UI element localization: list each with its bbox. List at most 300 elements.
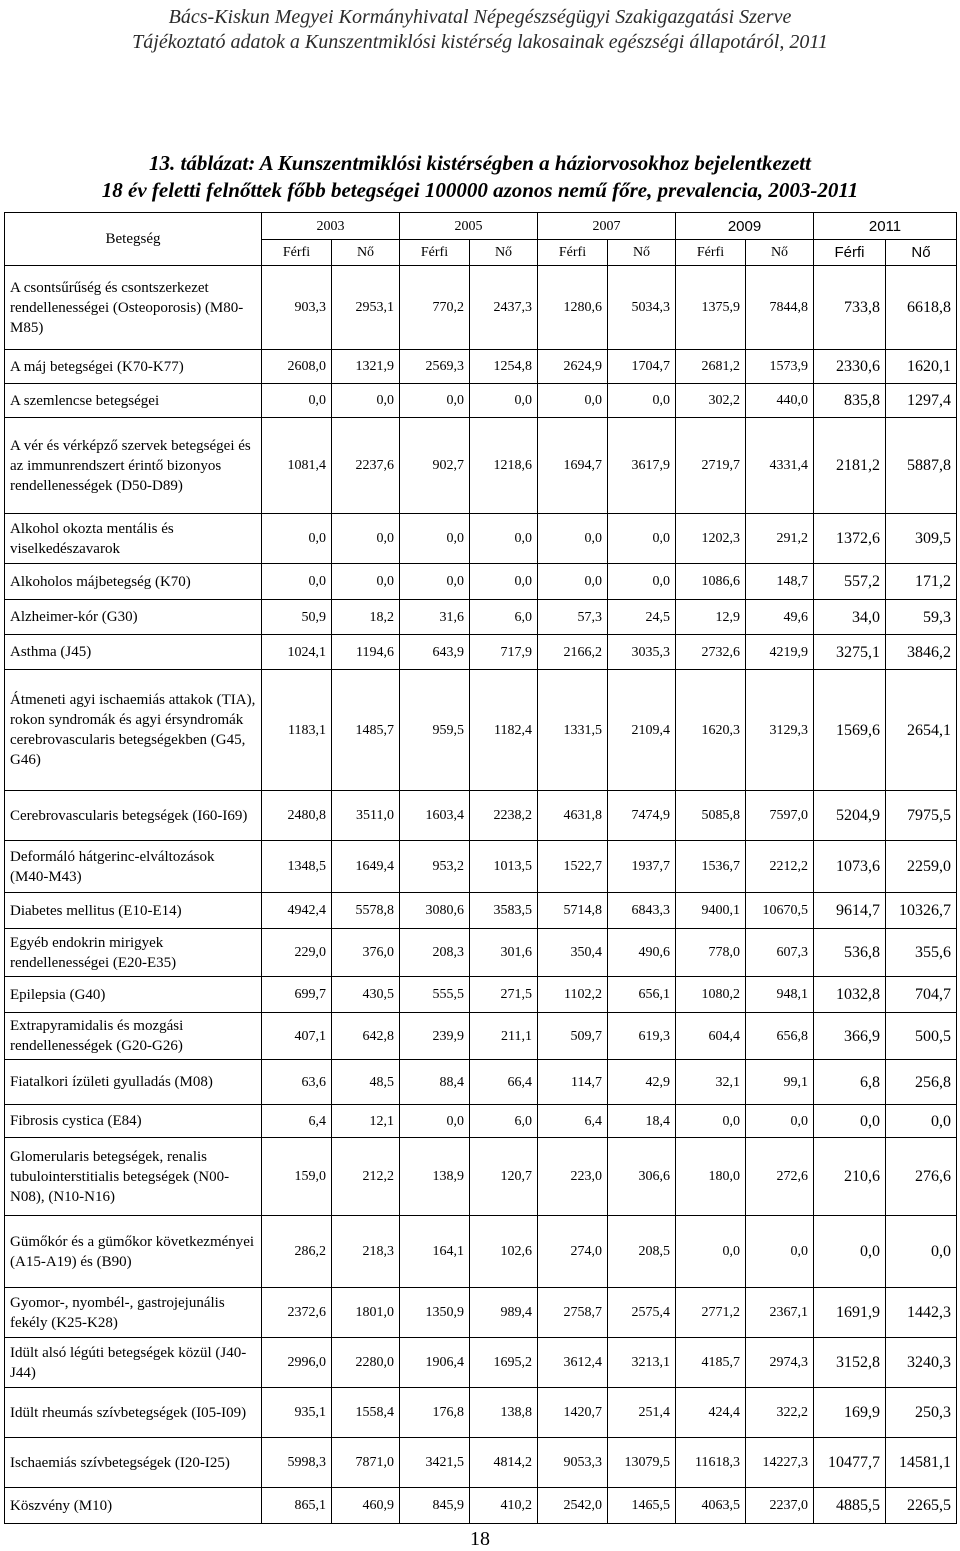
column-header-disease: Betegség	[5, 213, 262, 266]
table-row	[5, 977, 957, 1013]
value-cell: 948,1	[746, 977, 814, 1013]
value-cell: 0,0	[400, 1105, 470, 1138]
table-row	[5, 1388, 957, 1438]
value-cell: 301,6	[470, 929, 538, 977]
year-header: 2003	[262, 213, 400, 240]
value-cell: 0,0	[262, 514, 332, 564]
value-cell: 180,0	[676, 1138, 746, 1216]
value-cell: 286,2	[262, 1216, 332, 1288]
value-cell: 0,0	[400, 514, 470, 564]
value-cell: 1348,5	[262, 841, 332, 893]
value-cell: 1202,3	[676, 514, 746, 564]
value-cell: 2480,8	[262, 791, 332, 841]
value-cell: 322,2	[746, 1388, 814, 1438]
value-cell: 2280,0	[332, 1338, 400, 1388]
sex-header: Nő	[470, 240, 538, 266]
value-cell: 376,0	[332, 929, 400, 977]
table-row	[5, 635, 957, 670]
table-row	[5, 1288, 957, 1338]
disease-name: Köszvény (M10)	[5, 1488, 262, 1524]
disease-name: Alzheimer-kór (G30)	[5, 600, 262, 635]
value-cell: 2542,0	[538, 1488, 608, 1524]
value-cell: 350,4	[538, 929, 608, 977]
value-cell: 2212,2	[746, 841, 814, 893]
value-cell: 11618,3	[676, 1438, 746, 1488]
value-cell: 6,0	[470, 1105, 538, 1138]
value-cell: 989,4	[470, 1288, 538, 1338]
value-cell: 42,9	[608, 1060, 676, 1105]
value-cell: 211,1	[470, 1013, 538, 1060]
value-cell: 5998,3	[262, 1438, 332, 1488]
value-cell: 0,0	[470, 564, 538, 600]
sex-header: Férfi	[262, 240, 332, 266]
table-row	[5, 1216, 957, 1288]
value-cell: 114,7	[538, 1060, 608, 1105]
value-cell: 171,2	[886, 564, 957, 600]
value-cell: 407,1	[262, 1013, 332, 1060]
value-cell: 306,6	[608, 1138, 676, 1216]
value-cell: 642,8	[332, 1013, 400, 1060]
prevalence-table	[4, 212, 957, 1524]
value-cell: 0,0	[332, 564, 400, 600]
value-cell: 1522,7	[538, 841, 608, 893]
value-cell: 1080,2	[676, 977, 746, 1013]
value-cell: 5034,3	[608, 266, 676, 350]
value-cell: 1183,1	[262, 670, 332, 791]
sex-header: Férfi	[400, 240, 470, 266]
value-cell: 9053,3	[538, 1438, 608, 1488]
value-cell: 5578,8	[332, 893, 400, 929]
value-cell: 902,7	[400, 418, 470, 514]
value-cell: 6618,8	[886, 266, 957, 350]
value-cell: 1073,6	[814, 841, 886, 893]
value-cell: 4331,4	[746, 418, 814, 514]
value-cell: 3511,0	[332, 791, 400, 841]
value-cell: 935,1	[262, 1388, 332, 1438]
value-cell: 3080,6	[400, 893, 470, 929]
value-cell: 12,1	[332, 1105, 400, 1138]
value-cell: 57,3	[538, 600, 608, 635]
value-cell: 4219,9	[746, 635, 814, 670]
value-cell: 1442,3	[886, 1288, 957, 1338]
value-cell: 208,3	[400, 929, 470, 977]
value-cell: 717,9	[470, 635, 538, 670]
value-cell: 2953,1	[332, 266, 400, 350]
disease-name: Epilepsia (G40)	[5, 977, 262, 1013]
value-cell: 1649,4	[332, 841, 400, 893]
value-cell: 138,9	[400, 1138, 470, 1216]
value-cell: 1695,2	[470, 1338, 538, 1388]
table-title-line-1: 13. táblázat: A Kunszentmiklósi kistérségben a háziorvosokhoz bejelentkezett	[149, 151, 811, 175]
table-row	[5, 564, 957, 600]
value-cell: 1013,5	[470, 841, 538, 893]
value-cell: 4185,7	[676, 1338, 746, 1388]
value-cell: 7871,0	[332, 1438, 400, 1488]
value-cell: 0,0	[262, 384, 332, 418]
value-cell: 0,0	[814, 1216, 886, 1288]
value-cell: 291,2	[746, 514, 814, 564]
value-cell: 604,4	[676, 1013, 746, 1060]
value-cell: 410,2	[470, 1488, 538, 1524]
disease-name: Átmeneti agyi ischaemiás attakok (TIA), rokon syndromák és agyi érsyndromák cerebrovascularis betegségekben (G45, G46)	[5, 670, 262, 791]
value-cell: 2166,2	[538, 635, 608, 670]
value-cell: 3583,5	[470, 893, 538, 929]
value-cell: 251,4	[608, 1388, 676, 1438]
value-cell: 88,4	[400, 1060, 470, 1105]
value-cell: 607,3	[746, 929, 814, 977]
disease-name: Extrapyramidalis és mozgási rendellenességek (G20-G26)	[5, 1013, 262, 1060]
value-cell: 2719,7	[676, 418, 746, 514]
value-cell: 4885,5	[814, 1488, 886, 1524]
value-cell: 2575,4	[608, 1288, 676, 1338]
value-cell: 2732,6	[676, 635, 746, 670]
table-row	[5, 670, 957, 791]
value-cell: 212,2	[332, 1138, 400, 1216]
disease-name: Alkohol okozta mentális és viselkedészavarok	[5, 514, 262, 564]
value-cell: 218,3	[332, 1216, 400, 1288]
value-cell: 274,0	[538, 1216, 608, 1288]
table-row	[5, 1438, 957, 1488]
value-cell: 2681,2	[676, 350, 746, 384]
disease-name: Diabetes mellitus (E10-E14)	[5, 893, 262, 929]
value-cell: 1024,1	[262, 635, 332, 670]
value-cell: 0,0	[608, 564, 676, 600]
value-cell: 1465,5	[608, 1488, 676, 1524]
value-cell: 0,0	[470, 384, 538, 418]
value-cell: 2237,6	[332, 418, 400, 514]
value-cell: 953,2	[400, 841, 470, 893]
value-cell: 619,3	[608, 1013, 676, 1060]
value-cell: 959,5	[400, 670, 470, 791]
value-cell: 5204,9	[814, 791, 886, 841]
disease-name: Idült rheumás szívbetegségek (I05-I09)	[5, 1388, 262, 1438]
value-cell: 0,0	[400, 384, 470, 418]
value-cell: 733,8	[814, 266, 886, 350]
table-row	[5, 514, 957, 564]
sex-header: Férfi	[814, 240, 886, 266]
value-cell: 34,0	[814, 600, 886, 635]
value-cell: 0,0	[676, 1105, 746, 1138]
value-cell: 50,9	[262, 600, 332, 635]
value-cell: 0,0	[470, 514, 538, 564]
value-cell: 2367,1	[746, 1288, 814, 1338]
value-cell: 2654,1	[886, 670, 957, 791]
sex-header: Nő	[746, 240, 814, 266]
value-cell: 59,3	[886, 600, 957, 635]
value-cell: 5085,8	[676, 791, 746, 841]
table-row	[5, 1138, 957, 1216]
value-cell: 0,0	[608, 384, 676, 418]
header-line-1: Bács-Kiskun Megyei Kormányhivatal Népegészségügyi Szakigazgatási Szerve	[168, 6, 792, 28]
value-cell: 6,4	[262, 1105, 332, 1138]
table-row	[5, 384, 957, 418]
value-cell: 2758,7	[538, 1288, 608, 1338]
value-cell: 2265,5	[886, 1488, 957, 1524]
value-cell: 5887,8	[886, 418, 957, 514]
value-cell: 3035,3	[608, 635, 676, 670]
table-row	[5, 1338, 957, 1388]
value-cell: 490,6	[608, 929, 676, 977]
value-cell: 120,7	[470, 1138, 538, 1216]
disease-name: Ischaemiás szívbetegségek (I20-I25)	[5, 1438, 262, 1488]
table-row	[5, 841, 957, 893]
disease-name: Alkoholos májbetegség (K70)	[5, 564, 262, 600]
table-row	[5, 600, 957, 635]
value-cell: 0,0	[746, 1105, 814, 1138]
value-cell: 3421,5	[400, 1438, 470, 1488]
value-cell: 656,8	[746, 1013, 814, 1060]
value-cell: 7975,5	[886, 791, 957, 841]
sex-header: Férfi	[538, 240, 608, 266]
value-cell: 2372,6	[262, 1288, 332, 1338]
value-cell: 10326,7	[886, 893, 957, 929]
value-cell: 14581,1	[886, 1438, 957, 1488]
value-cell: 7474,9	[608, 791, 676, 841]
value-cell: 1102,2	[538, 977, 608, 1013]
value-cell: 0,0	[608, 514, 676, 564]
value-cell: 0,0	[814, 1105, 886, 1138]
value-cell: 14227,3	[746, 1438, 814, 1488]
value-cell: 271,5	[470, 977, 538, 1013]
value-cell: 18,2	[332, 600, 400, 635]
value-cell: 4942,4	[262, 893, 332, 929]
value-cell: 3152,8	[814, 1338, 886, 1388]
table-row	[5, 929, 957, 977]
value-cell: 148,7	[746, 564, 814, 600]
value-cell: 210,6	[814, 1138, 886, 1216]
table-row	[5, 266, 957, 350]
value-cell: 6843,3	[608, 893, 676, 929]
table-body	[5, 266, 957, 1524]
value-cell: 0,0	[332, 514, 400, 564]
value-cell: 835,8	[814, 384, 886, 418]
sex-header: Nő	[332, 240, 400, 266]
sex-header: Nő	[886, 240, 957, 266]
value-cell: 1254,8	[470, 350, 538, 384]
value-cell: 2330,6	[814, 350, 886, 384]
value-cell: 440,0	[746, 384, 814, 418]
value-cell: 6,4	[538, 1105, 608, 1138]
value-cell: 1182,4	[470, 670, 538, 791]
year-header: 2009	[676, 213, 814, 240]
value-cell: 845,9	[400, 1488, 470, 1524]
value-cell: 208,5	[608, 1216, 676, 1288]
disease-name: Fibrosis cystica (E84)	[5, 1105, 262, 1138]
value-cell: 276,6	[886, 1138, 957, 1216]
value-cell: 699,7	[262, 977, 332, 1013]
value-cell: 48,5	[332, 1060, 400, 1105]
disease-name: Idült alsó légúti betegségek közül (J40-J44)	[5, 1338, 262, 1388]
value-cell: 31,6	[400, 600, 470, 635]
year-header: 2011	[814, 213, 957, 240]
value-cell: 1704,7	[608, 350, 676, 384]
disease-name: Deformáló hátgerinc-elváltozások (M40-M43)	[5, 841, 262, 893]
table-row	[5, 1488, 957, 1524]
disease-name: A csontsűrűség és csontszerkezet rendellenességei (Osteoporosis) (M80-M85)	[5, 266, 262, 350]
disease-name: A máj betegségei (K70-K77)	[5, 350, 262, 384]
value-cell: 0,0	[332, 384, 400, 418]
value-cell: 9614,7	[814, 893, 886, 929]
table-row	[5, 893, 957, 929]
value-cell: 0,0	[538, 384, 608, 418]
value-cell: 778,0	[676, 929, 746, 977]
value-cell: 1694,7	[538, 418, 608, 514]
value-cell: 500,5	[886, 1013, 957, 1060]
value-cell: 1603,4	[400, 791, 470, 841]
value-cell: 176,8	[400, 1388, 470, 1438]
value-cell: 509,7	[538, 1013, 608, 1060]
table-row	[5, 1013, 957, 1060]
table-row	[5, 1060, 957, 1105]
year-header: 2005	[400, 213, 538, 240]
value-cell: 3240,3	[886, 1338, 957, 1388]
value-cell: 309,5	[886, 514, 957, 564]
value-cell: 536,8	[814, 929, 886, 977]
value-cell: 2624,9	[538, 350, 608, 384]
value-cell: 159,0	[262, 1138, 332, 1216]
value-cell: 0,0	[886, 1105, 957, 1138]
value-cell: 3612,4	[538, 1338, 608, 1388]
value-cell: 63,6	[262, 1060, 332, 1105]
value-cell: 2237,0	[746, 1488, 814, 1524]
value-cell: 49,6	[746, 600, 814, 635]
value-cell: 1569,6	[814, 670, 886, 791]
value-cell: 1297,4	[886, 384, 957, 418]
value-cell: 1536,7	[676, 841, 746, 893]
value-cell: 1937,7	[608, 841, 676, 893]
value-cell: 1906,4	[400, 1338, 470, 1388]
table-title-line-2: 18 év feletti felnőttek főbb betegségei 100000 azonos nemű főre, prevalencia, 2003-2011	[101, 178, 859, 202]
value-cell: 1558,4	[332, 1388, 400, 1438]
value-cell: 10477,7	[814, 1438, 886, 1488]
value-cell: 1280,6	[538, 266, 608, 350]
disease-name: Gyomor-, nyombél-, gastrojejunális fekély (K25-K28)	[5, 1288, 262, 1338]
value-cell: 2569,3	[400, 350, 470, 384]
value-cell: 430,5	[332, 977, 400, 1013]
value-cell: 24,5	[608, 600, 676, 635]
value-cell: 239,9	[400, 1013, 470, 1060]
value-cell: 164,1	[400, 1216, 470, 1288]
value-cell: 12,9	[676, 600, 746, 635]
disease-name: Gümőkór és a gümőkor következményei (A15-A19) és (B90)	[5, 1216, 262, 1288]
disease-name: Glomerularis betegségek, renalis tubulointerstitialis betegségek (N00-N08), (N10-N16)	[5, 1138, 262, 1216]
value-cell: 1032,8	[814, 977, 886, 1013]
value-cell: 302,2	[676, 384, 746, 418]
value-cell: 704,7	[886, 977, 957, 1013]
value-cell: 770,2	[400, 266, 470, 350]
value-cell: 1485,7	[332, 670, 400, 791]
disease-name: Egyéb endokrin mirigyek rendellenességei (E20-E35)	[5, 929, 262, 977]
value-cell: 2181,2	[814, 418, 886, 514]
value-cell: 99,1	[746, 1060, 814, 1105]
value-cell: 250,3	[886, 1388, 957, 1438]
header-line-2: Tájékoztató adatok a Kunszentmiklósi kistérség lakosainak egészségi állapotáról, 2011	[132, 31, 828, 53]
value-cell: 3617,9	[608, 418, 676, 514]
value-cell: 0,0	[262, 564, 332, 600]
value-cell: 1350,9	[400, 1288, 470, 1338]
value-cell: 3275,1	[814, 635, 886, 670]
value-cell: 355,6	[886, 929, 957, 977]
value-cell: 1620,3	[676, 670, 746, 791]
page-number: 18	[470, 1528, 490, 1550]
value-cell: 1620,1	[886, 350, 957, 384]
value-cell: 0,0	[538, 564, 608, 600]
value-cell: 2259,0	[886, 841, 957, 893]
value-cell: 229,0	[262, 929, 332, 977]
value-cell: 557,2	[814, 564, 886, 600]
value-cell: 3213,1	[608, 1338, 676, 1388]
value-cell: 2608,0	[262, 350, 332, 384]
sex-header: Nő	[608, 240, 676, 266]
value-cell: 1801,0	[332, 1288, 400, 1338]
value-cell: 2996,0	[262, 1338, 332, 1388]
value-cell: 1420,7	[538, 1388, 608, 1438]
disease-name: Asthma (J45)	[5, 635, 262, 670]
value-cell: 169,9	[814, 1388, 886, 1438]
value-cell: 903,3	[262, 266, 332, 350]
value-cell: 1086,6	[676, 564, 746, 600]
value-cell: 424,4	[676, 1388, 746, 1438]
value-cell: 0,0	[400, 564, 470, 600]
value-cell: 6,0	[470, 600, 538, 635]
value-cell: 1321,9	[332, 350, 400, 384]
value-cell: 1331,5	[538, 670, 608, 791]
value-cell: 3129,3	[746, 670, 814, 791]
value-cell: 0,0	[886, 1216, 957, 1288]
table-row	[5, 350, 957, 384]
value-cell: 1691,9	[814, 1288, 886, 1338]
value-cell: 0,0	[538, 514, 608, 564]
disease-name: A szemlencse betegségei	[5, 384, 262, 418]
value-cell: 2771,2	[676, 1288, 746, 1338]
value-cell: 223,0	[538, 1138, 608, 1216]
year-header: 2007	[538, 213, 676, 240]
value-cell: 138,8	[470, 1388, 538, 1438]
value-cell: 18,4	[608, 1105, 676, 1138]
value-cell: 1372,6	[814, 514, 886, 564]
disease-name: Fiatalkori ízületi gyulladás (M08)	[5, 1060, 262, 1105]
value-cell: 366,9	[814, 1013, 886, 1060]
value-cell: 272,6	[746, 1138, 814, 1216]
value-cell: 3846,2	[886, 635, 957, 670]
table-row	[5, 791, 957, 841]
value-cell: 256,8	[886, 1060, 957, 1105]
value-cell: 1218,6	[470, 418, 538, 514]
value-cell: 32,1	[676, 1060, 746, 1105]
value-cell: 4631,8	[538, 791, 608, 841]
value-cell: 4063,5	[676, 1488, 746, 1524]
value-cell: 0,0	[746, 1216, 814, 1288]
table-row	[5, 1105, 957, 1138]
value-cell: 2974,3	[746, 1338, 814, 1388]
value-cell: 6,8	[814, 1060, 886, 1105]
value-cell: 10670,5	[746, 893, 814, 929]
disease-name: Cerebrovascularis betegségek (I60-I69)	[5, 791, 262, 841]
disease-name: A vér és vérképző szervek betegségei és az immunrendszert érintő bizonyos rendellenességek (D50-D89)	[5, 418, 262, 514]
value-cell: 9400,1	[676, 893, 746, 929]
value-cell: 102,6	[470, 1216, 538, 1288]
value-cell: 5714,8	[538, 893, 608, 929]
sex-header: Férfi	[676, 240, 746, 266]
value-cell: 555,5	[400, 977, 470, 1013]
value-cell: 13079,5	[608, 1438, 676, 1488]
value-cell: 1375,9	[676, 266, 746, 350]
value-cell: 2109,4	[608, 670, 676, 791]
value-cell: 66,4	[470, 1060, 538, 1105]
value-cell: 7844,8	[746, 266, 814, 350]
value-cell: 1081,4	[262, 418, 332, 514]
value-cell: 1573,9	[746, 350, 814, 384]
